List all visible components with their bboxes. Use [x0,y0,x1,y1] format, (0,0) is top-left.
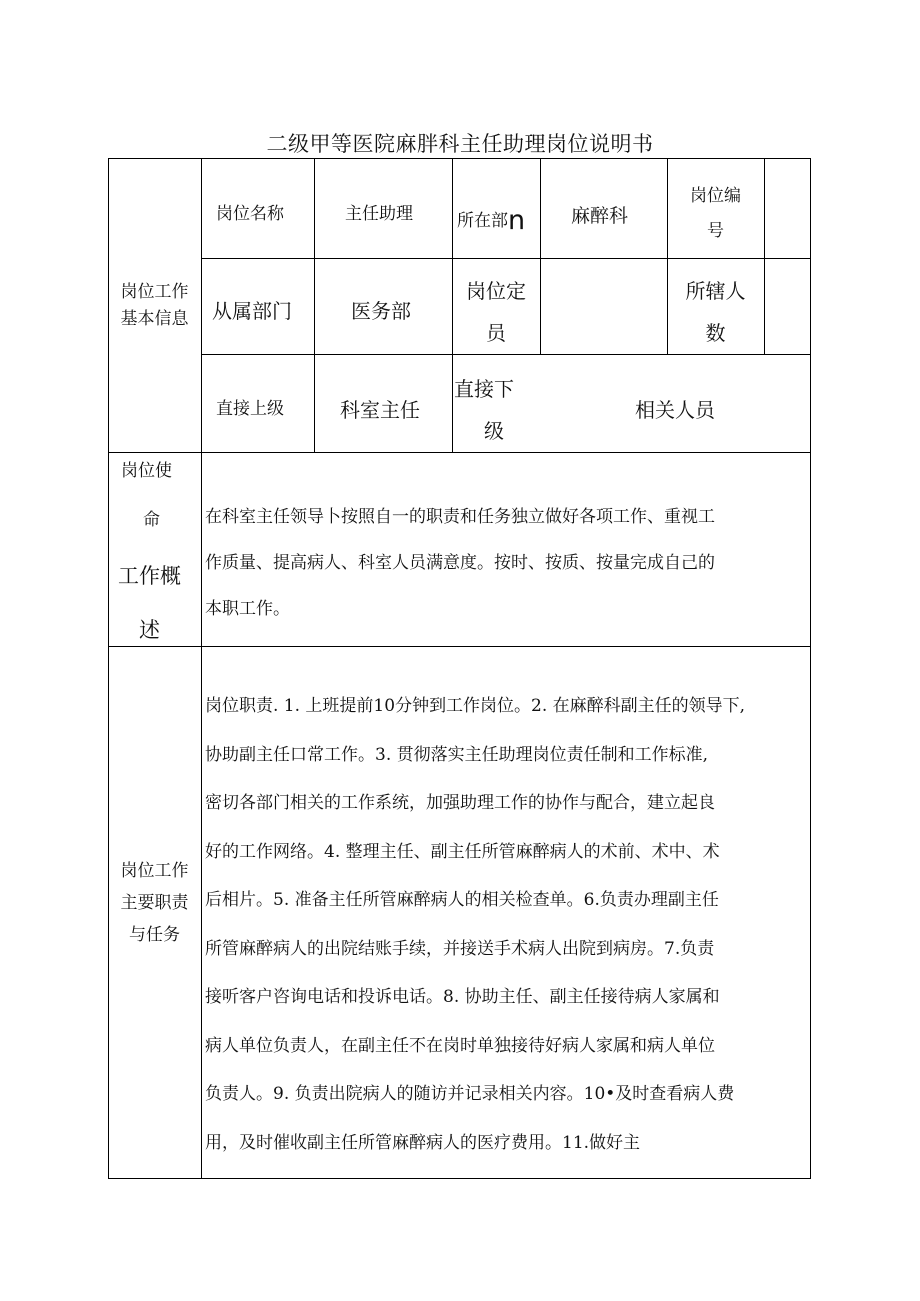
duties-text: 岗位职责. 1. 上班提前10分钟到工作岗位。2. 在麻醉科副主任的领导下, 协助副主任口常工作。3. 贯彻落实主任助理岗位责任制和工作标准, 密切各部门相关的工作系统，加强助理工作的协作与配合，建立起良 好的工作网络。4. 整理主任、副主任所管麻醉病人的术前、术中、术 后相片。5. 准备主任所管麻醉病人的相关检查单。6.负责办理副主任 所管麻醉病人的出院结账手续，并接送手术病人出院到病房。7.负责 接听客户咨询电话和投诉电话。8. 协助主任、副主任接待病人家属和 病人单位负责人，在副主任不在岗时单独接待好病人家属和病人单位 负责人。9. 负责出院病人的随访并记录相关内容。10•及时查看病人费 用，及时催收副主任所管麻醉病人的医疗费用。11.做好主 [205,696,746,1153]
department-label: 所在部n [457,205,526,236]
summary-label-line2: 述 [139,618,160,642]
basic-info-label: 岗位工作 基本信息 [120,282,189,329]
position-name-value: 主任助理 [345,204,413,224]
mission-label-line2: 命 [143,510,160,530]
direct-superior-value: 科室主任 [340,398,420,422]
direct-subordinate-label: 直接下 级 [454,377,514,443]
subordinate-count-label: 所辖人 数 [685,279,746,345]
direct-superior-label: 直接上级 [216,399,284,419]
mission-text: 在科室主任领导卜按照自一的职责和任务独立做好各项工作、重视工 作质量、提高病人、科室人员满意度。按时、按质、按量完成自己的 本职工作。 [205,507,715,619]
document-title: 二级甲等医院麻胖科主任助理岗位说明书 [266,132,654,156]
duties-label: 岗位工作 主要职责 与任务 [120,861,189,945]
mission-label-line1: 岗位使 [121,461,172,481]
position-code-label: 岗位编 号 [690,186,741,241]
summary-label-line1: 工作概 [118,564,181,588]
department-value: 麻醉科 [571,205,629,227]
staffing-quota-label: 岗位定 员 [466,279,526,345]
position-name-label: 岗位名称 [216,204,284,224]
affiliated-dept-value: 医务部 [351,299,411,323]
direct-subordinate-value: 相关人员 [635,398,715,422]
affiliated-dept-label: 从属部门 [212,299,292,323]
